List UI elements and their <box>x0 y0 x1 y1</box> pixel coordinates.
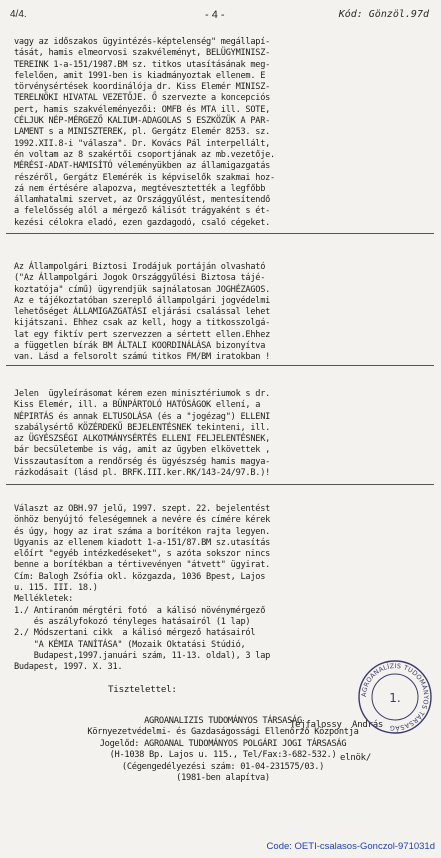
footer-line: (1981-ben alapítva) <box>176 772 270 783</box>
paragraph3-line: Jelen ügyleírásomat kérem ezen minisztériumok s dr. <box>14 389 271 399</box>
footer-line: Környezetvédelmi- és Gazdaságossági Ellenőrző Központja <box>87 727 359 738</box>
paragraph4-line: "A KÉMIA TANÍTÁSA" (Mozaik Oktatási Stúdió, <box>14 639 246 650</box>
stamp-center-text: 1. <box>389 691 401 705</box>
paragraph4-line: u. 115. III. 18.) <box>14 583 98 594</box>
paragraph4-line: és úgy, hogy az irat száma a borítékon rajta legyen. <box>14 526 271 537</box>
paragraph2-line: Az Állampolgári Biztosi Irodájuk portáján olvasható <box>14 262 266 272</box>
paragraph1-line: én voltam az 8 szakértői csoportjának az mb.vezetője. <box>14 149 275 160</box>
paragraph3-line: NÉPIRTÁS és annak ELTUSOLÁSA (és a "jogézag") ELLENI <box>14 411 271 422</box>
page-number-center: - 4 - <box>205 9 225 21</box>
paragraph-2 <box>14 262 432 364</box>
paragraph2-line: kijátszani. Ehhez csak az kell, hogy a titkosszolgá- <box>14 318 271 329</box>
paragraph2-line: a független bírák BM ÁLTALI KOORDINÁLÁSA bizonyítva <box>14 341 266 352</box>
paragraph2-line: lat egy fiktív pert szervezzen a sértett ellen.Ehhez <box>14 329 271 340</box>
paragraph1-line: kezési célokra eladó, ezen gazdagodó, csaló cégeket. <box>14 217 271 228</box>
paragraph2-line: van. Lásd a felsorolt számú titkos FM/BM iratokban ! <box>14 352 271 363</box>
signature: Tejfalossy András elnök/ <box>290 719 384 764</box>
paragraph1-line: TEREINK 1-a-151/1987.BM sz. titkos utasításának meg- <box>14 59 271 70</box>
closing-date: Budapest, 1997. X. 31. <box>14 662 123 672</box>
footer-line: (Cégengedélyezési szám: 01-04-231575/03.) <box>121 761 325 772</box>
divider <box>6 233 434 234</box>
paragraph1-line: államhatalmi szervet, az Országgyűlést, mentesítendő <box>14 195 271 206</box>
paragraph4-line: Mellékletek: <box>14 594 74 605</box>
paragraph3-line: Kiss Elemér, ill. a BŰNPÁRTOLÓ HATÓSÁGOK ellení, a <box>14 400 261 411</box>
footer-block <box>14 716 432 784</box>
paragraph4-line: Ugyanis az ellenem kiadott 1-a-151/87.BM sz.utasítás <box>14 537 271 548</box>
paragraph4-line: önhöz benyújtó feleségemnek a nevére és címére kérek <box>14 515 271 526</box>
footer-line: (H-1038 Bp. Lajos u. 115., Tel/Fax:3-682-532.) <box>109 750 337 761</box>
paragraph4-line: Cím: Balogh Zsófia okl. közgazda, 1036 Bpest, Lajos <box>14 571 266 582</box>
paragraph4-line: előírt "egyéb intézkedéseket", s azóta sokszor nincs <box>14 549 271 560</box>
paragraph1-line: a felelősség alól a mérgező kálisót trágyaként s ét- <box>14 206 271 217</box>
paragraph4-line: 2./ Módszertani cikk a kálisó mérgező hatásairól <box>14 628 256 639</box>
divider <box>6 484 434 485</box>
paragraph3-line: rázkodásait (lásd pl. BRFK.III.ker.RK/143-24/97.B.)! <box>14 468 271 479</box>
stamp-ring-text: AGROANALÍZIS TUDOMÁNYOS TÁRSASÁG <box>359 661 431 733</box>
footer-line: AGROANALIZIS TUDOMÁNYOS TÁRSASÁG <box>144 716 302 726</box>
paragraph3-line: szabálysértő KÖZÉRDEKŰ BEJELENTÉSNEK tekinteni, ill. <box>14 422 271 433</box>
document-code-header: Kód: Gönzöl.97d <box>338 9 429 20</box>
paragraph4-line: benne a borítékban a tértivevényen "átvett" ügyirat. <box>14 560 271 571</box>
paragraph1-line: vagy az időszakos ügyintézés-képtelenség" megállapí- <box>14 37 271 47</box>
paragraph2-line: Az e tájékoztatóban szereplő állampolgári jogvédelmi <box>14 295 271 306</box>
paragraph1-line: MÉRÉSI-ADAT-HAMISÍTÓ véleményükben az államigazgatás <box>14 161 271 172</box>
paragraph2-line: ("Az Állampolgári Jogok Országgyűlési Biztosa tájé- <box>14 273 266 284</box>
paragraph2-line: lehetőséget ÁLLAMIGAZGATÁSI eljárási csalással lehet <box>14 307 271 318</box>
paragraph4-line: és aszályfokozó tényleges hatásairól (1 lap) <box>14 616 251 627</box>
document-code-footer: Code: OETI-csalasos-Gonczol-971031d <box>266 841 435 852</box>
paragraph-4 <box>14 504 432 662</box>
paragraph3-line: az ÜGYÉSZSÉGI ALKOTMÁNYSÉRTÉS ELLENI FELJELENTÉSNEK, <box>14 434 271 445</box>
paragraph3-line: bár becsületembe is vág, amit az ügyben elkövettek , <box>14 445 271 456</box>
paragraph1-line: részéről, Gergátz Elemérék is képviselők szakmai hoz- <box>14 172 275 183</box>
paragraph3-line: Visszautasítom a rendőrség és ügyészség hamis magya- <box>14 456 271 467</box>
paragraph4-line: Budapest,1997.januári szám, 11-13. oldal), 3 lap <box>14 650 271 661</box>
paragraph4-line: Választ az OBH.97 jelű, 1997. szept. 22. bejelentést <box>14 504 271 514</box>
paragraph1-line: zá nem értésére alapozva, megtévesztették a legfőbb <box>14 183 266 194</box>
paragraph-3 <box>14 389 432 479</box>
paragraph1-line: CÉLJUK NÉP-MÉRGEZŐ KALIUM-ADAGOLAS S ESZKÖZÜK A PAR- <box>14 116 271 127</box>
paragraph1-line: pert, hamis szakvéleményezői: OMFB és MTA ill. SOTE, <box>14 104 271 115</box>
divider <box>6 365 434 366</box>
closing-greeting: Tisztelettel: <box>108 684 177 695</box>
paragraph1-line: felelően, amit 1991-ben is kiadmányoztak ellenem. E <box>14 70 266 81</box>
paragraph1-line: TERELNÖKI HIVATAL VEZETŐJE. Ő szervezte a koncepciós <box>14 93 271 104</box>
page-number-left: 4/4. <box>10 9 27 20</box>
footer-line: Jogelőd: AGROANAL TUDOMÁNYOS POLGÁRI JOGI TÁRSASÁG <box>99 738 347 749</box>
paragraph1-line: törvénysértések koordinálója dr. Kiss Elemér MINISZ- <box>14 82 271 93</box>
paragraph1-line: 1992.XII.8-i "válasza". Dr. Kovács Pál interpellált, <box>14 138 271 149</box>
paragraph4-line: 1./ Antiranóm mérgtéri fotó a kálisó növénymérgező <box>14 605 266 616</box>
paragraph1-line: LAMENT s a MINISZTEREK, pl. Gergátz Elemér 8253. sz. <box>14 127 271 138</box>
paragraph-1 <box>14 37 432 229</box>
paragraph1-line: tását, hamis elmeorvosi szakvéleményt, BELÜGYMINISZ- <box>14 48 271 59</box>
paragraph2-line: koztatója" című) ügyrendjük sajnálatosan JOGHÉZAGOS. <box>14 284 271 295</box>
